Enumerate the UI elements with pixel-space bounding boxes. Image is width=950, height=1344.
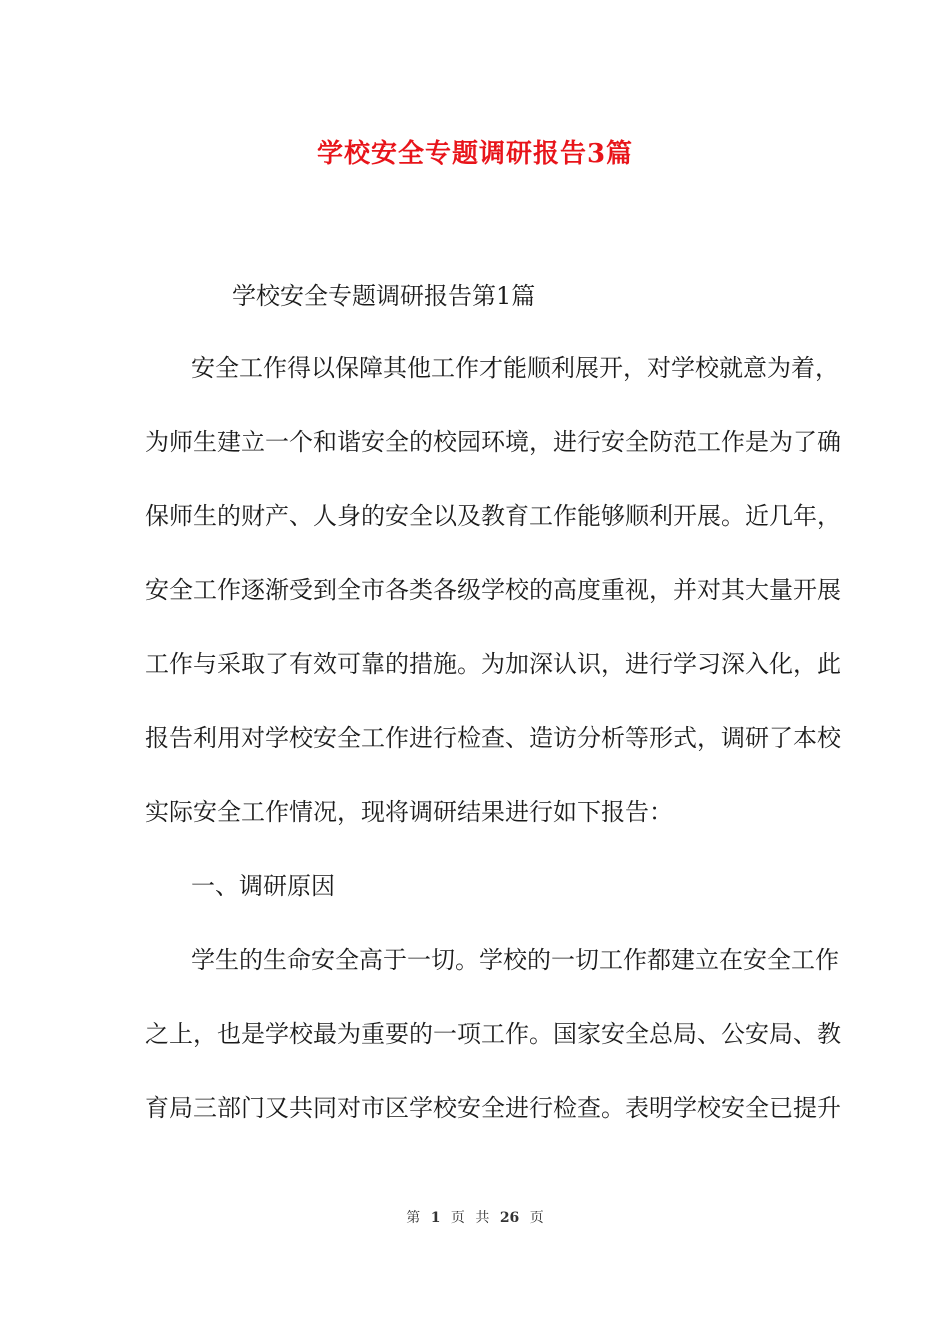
footer-suffix: 页 (529, 1210, 544, 1226)
paragraph-line: 实际安全工作情况，现将调研结果进行如下报告： (145, 798, 673, 826)
paragraph-line: 育局三部门又共同对市区学校安全进行检查。表明学校安全已提升 (145, 1094, 841, 1122)
paragraph-line: 之上，也是学校最为重要的一项工作。国家安全总局、公安局、教 (145, 1020, 841, 1048)
footer-total-word: 共 (475, 1210, 490, 1226)
footer-prefix: 第 (406, 1210, 421, 1226)
paragraph-line: 报告利用对学校安全工作进行检查、造访分析等形式，调研了本校 (145, 724, 841, 752)
paragraph-line: 为师生建立一个和谐安全的校园环境，进行安全防范工作是为了确 (145, 428, 841, 456)
paragraph-line: 安全工作得以保障其他工作才能顺利展开，对学校就意为着， (191, 354, 839, 382)
page-footer (0, 1208, 950, 1228)
total-pages-number: 26 (499, 1210, 520, 1226)
paragraph-line: 保师生的财产、人身的安全以及教育工作能够顺利开展。近几年， (145, 502, 841, 530)
page-title: 学校安全专题调研报告3篇 (316, 139, 634, 169)
current-page-number: 1 (430, 1210, 441, 1226)
paragraph-line: 安全工作逐渐受到全市各类各级学校的高度重视，并对其大量开展 (145, 576, 841, 604)
section-subtitle: 学校安全专题调研报告第1篇 (232, 282, 536, 310)
paragraph-line: 工作与采取了有效可靠的措施。为加深认识，进行学习深入化，此 (145, 650, 841, 678)
section-heading: 一、调研原因 (191, 872, 335, 900)
paragraph-line: 学生的生命安全高于一切。学校的一切工作都建立在安全工作 (191, 946, 839, 974)
footer-page-word: 页 (450, 1210, 465, 1226)
